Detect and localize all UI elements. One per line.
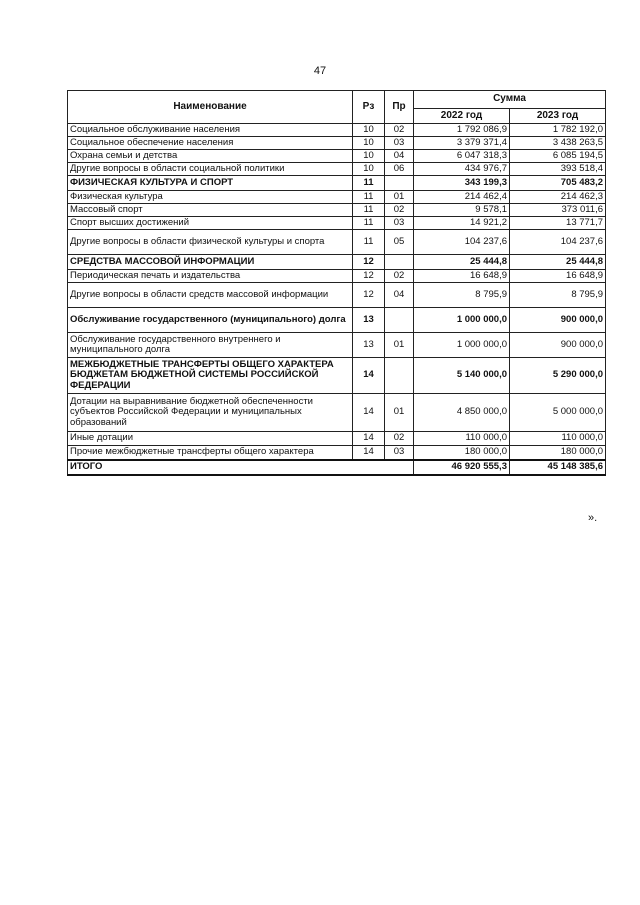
row-name: ФИЗИЧЕСКАЯ КУЛЬТУРА И СПОРТ — [68, 176, 353, 191]
row-pr: 05 — [385, 230, 414, 255]
table-row — [68, 137, 606, 150]
row-rz: 10 — [353, 137, 385, 150]
row-rz: 11 — [353, 204, 385, 217]
row-pr: 02 — [385, 204, 414, 217]
table-row — [68, 191, 606, 204]
row-value-2022: 8 795,9 — [414, 283, 510, 308]
row-name: СРЕДСТВА МАССОВОЙ ИНФОРМАЦИИ — [68, 255, 353, 270]
header-year-2022: 2022 год — [414, 109, 510, 124]
row-value-2023: 5 290 000,0 — [510, 358, 606, 394]
row-value-2023: 705 483,2 — [510, 176, 606, 191]
row-value-2023: 5 000 000,0 — [510, 394, 606, 432]
table-row — [68, 308, 606, 333]
row-pr: 01 — [385, 191, 414, 204]
row-value-2022: 110 000,0 — [414, 432, 510, 446]
total-2022: 46 920 555,3 — [414, 460, 510, 475]
row-value-2023: 13 771,7 — [510, 217, 606, 230]
row-rz: 11 — [353, 176, 385, 191]
row-pr: 03 — [385, 217, 414, 230]
row-pr — [385, 358, 414, 394]
row-value-2023: 25 444,8 — [510, 255, 606, 270]
table-row — [68, 163, 606, 176]
row-value-2022: 5 140 000,0 — [414, 358, 510, 394]
row-value-2023: 16 648,9 — [510, 270, 606, 283]
row-value-2023: 180 000,0 — [510, 446, 606, 460]
header-year-2023: 2023 год — [510, 109, 606, 124]
row-rz: 14 — [353, 446, 385, 460]
row-pr: 01 — [385, 394, 414, 432]
header-rz: Рз — [353, 91, 385, 124]
table-row — [68, 283, 606, 308]
row-value-2022: 16 648,9 — [414, 270, 510, 283]
row-value-2023: 373 011,6 — [510, 204, 606, 217]
row-value-2023: 900 000,0 — [510, 308, 606, 333]
row-value-2023: 3 438 263,5 — [510, 137, 606, 150]
table-row — [68, 230, 606, 255]
budget-body — [68, 124, 606, 460]
row-name: Охрана семьи и детства — [68, 150, 353, 163]
row-pr: 06 — [385, 163, 414, 176]
row-rz: 14 — [353, 358, 385, 394]
row-name: Социальное обеспечение населения — [68, 137, 353, 150]
row-rz: 14 — [353, 394, 385, 432]
table-row — [68, 394, 606, 432]
row-value-2023: 1 782 192,0 — [510, 124, 606, 137]
row-rz: 12 — [353, 283, 385, 308]
row-name: МЕЖБЮДЖЕТНЫЕ ТРАНСФЕРТЫ ОБЩЕГО ХАРАКТЕРА БЮДЖЕТАМ БЮДЖЕТНОЙ СИСТЕМЫ РОССИЙСКОЙ ФЕДЕРАЦИИ — [68, 358, 353, 394]
row-pr: 04 — [385, 150, 414, 163]
row-value-2022: 9 578,1 — [414, 204, 510, 217]
row-name: Обслуживание государственного (муниципального) долга — [68, 308, 353, 333]
row-name: Спорт высших достижений — [68, 217, 353, 230]
row-rz: 10 — [353, 150, 385, 163]
row-name: Другие вопросы в области физической культуры и спорта — [68, 230, 353, 255]
row-rz: 11 — [353, 217, 385, 230]
row-value-2023: 110 000,0 — [510, 432, 606, 446]
row-rz: 11 — [353, 230, 385, 255]
row-name: Другие вопросы в области средств массовой информации — [68, 283, 353, 308]
page-number: 47 — [313, 65, 327, 77]
row-value-2022: 25 444,8 — [414, 255, 510, 270]
row-value-2023: 214 462,3 — [510, 191, 606, 204]
row-pr: 02 — [385, 124, 414, 137]
table-row — [68, 446, 606, 460]
table-row — [68, 124, 606, 137]
total-label: ИТОГО — [68, 460, 414, 475]
table-row — [68, 176, 606, 191]
row-pr: 02 — [385, 270, 414, 283]
table-row — [68, 333, 606, 358]
row-pr — [385, 308, 414, 333]
total-row — [68, 460, 606, 475]
total-2023: 45 148 385,6 — [510, 460, 606, 475]
row-value-2022: 180 000,0 — [414, 446, 510, 460]
row-rz: 11 — [353, 191, 385, 204]
row-pr: 03 — [385, 446, 414, 460]
closing-quote-mark: ». — [588, 512, 598, 524]
row-value-2023: 393 518,4 — [510, 163, 606, 176]
row-value-2022: 104 237,6 — [414, 230, 510, 255]
row-rz: 10 — [353, 124, 385, 137]
table-row — [68, 204, 606, 217]
row-rz: 14 — [353, 432, 385, 446]
table-row — [68, 358, 606, 394]
header-row-1 — [68, 91, 606, 109]
row-name: Обслуживание государственного внутреннего и муниципального долга — [68, 333, 353, 358]
row-value-2022: 214 462,4 — [414, 191, 510, 204]
row-rz: 12 — [353, 255, 385, 270]
row-value-2023: 6 085 194,5 — [510, 150, 606, 163]
row-name: Прочие межбюджетные трансферты общего характера — [68, 446, 353, 460]
row-name: Иные дотации — [68, 432, 353, 446]
row-value-2022: 1 792 086,9 — [414, 124, 510, 137]
row-pr: 04 — [385, 283, 414, 308]
row-rz: 10 — [353, 163, 385, 176]
row-name: Дотации на выравнивание бюджетной обеспеченности субъектов Российской Федерации и муниципальных образований — [68, 394, 353, 432]
header-pr: Пр — [385, 91, 414, 124]
row-name: Другие вопросы в области социальной политики — [68, 163, 353, 176]
row-value-2022: 6 047 318,3 — [414, 150, 510, 163]
row-pr — [385, 255, 414, 270]
row-value-2022: 434 976,7 — [414, 163, 510, 176]
row-rz: 12 — [353, 270, 385, 283]
row-name: Периодическая печать и издательства — [68, 270, 353, 283]
row-value-2022: 3 379 371,4 — [414, 137, 510, 150]
row-pr — [385, 176, 414, 191]
row-value-2022: 1 000 000,0 — [414, 333, 510, 358]
table-row — [68, 432, 606, 446]
header-name: Наименование — [68, 91, 353, 124]
row-value-2022: 14 921,2 — [414, 217, 510, 230]
row-name: Социальное обслуживание населения — [68, 124, 353, 137]
table-row — [68, 217, 606, 230]
budget-table — [67, 90, 606, 476]
row-value-2022: 1 000 000,0 — [414, 308, 510, 333]
row-name: Массовый спорт — [68, 204, 353, 217]
row-value-2023: 900 000,0 — [510, 333, 606, 358]
row-pr: 03 — [385, 137, 414, 150]
row-rz: 13 — [353, 333, 385, 358]
row-value-2023: 104 237,6 — [510, 230, 606, 255]
table-row — [68, 255, 606, 270]
row-value-2022: 4 850 000,0 — [414, 394, 510, 432]
header-sum: Сумма — [414, 91, 606, 109]
row-value-2022: 343 199,3 — [414, 176, 510, 191]
row-pr: 01 — [385, 333, 414, 358]
table-row — [68, 270, 606, 283]
row-value-2023: 8 795,9 — [510, 283, 606, 308]
row-pr: 02 — [385, 432, 414, 446]
row-rz: 13 — [353, 308, 385, 333]
row-name: Физическая культура — [68, 191, 353, 204]
table-row — [68, 150, 606, 163]
